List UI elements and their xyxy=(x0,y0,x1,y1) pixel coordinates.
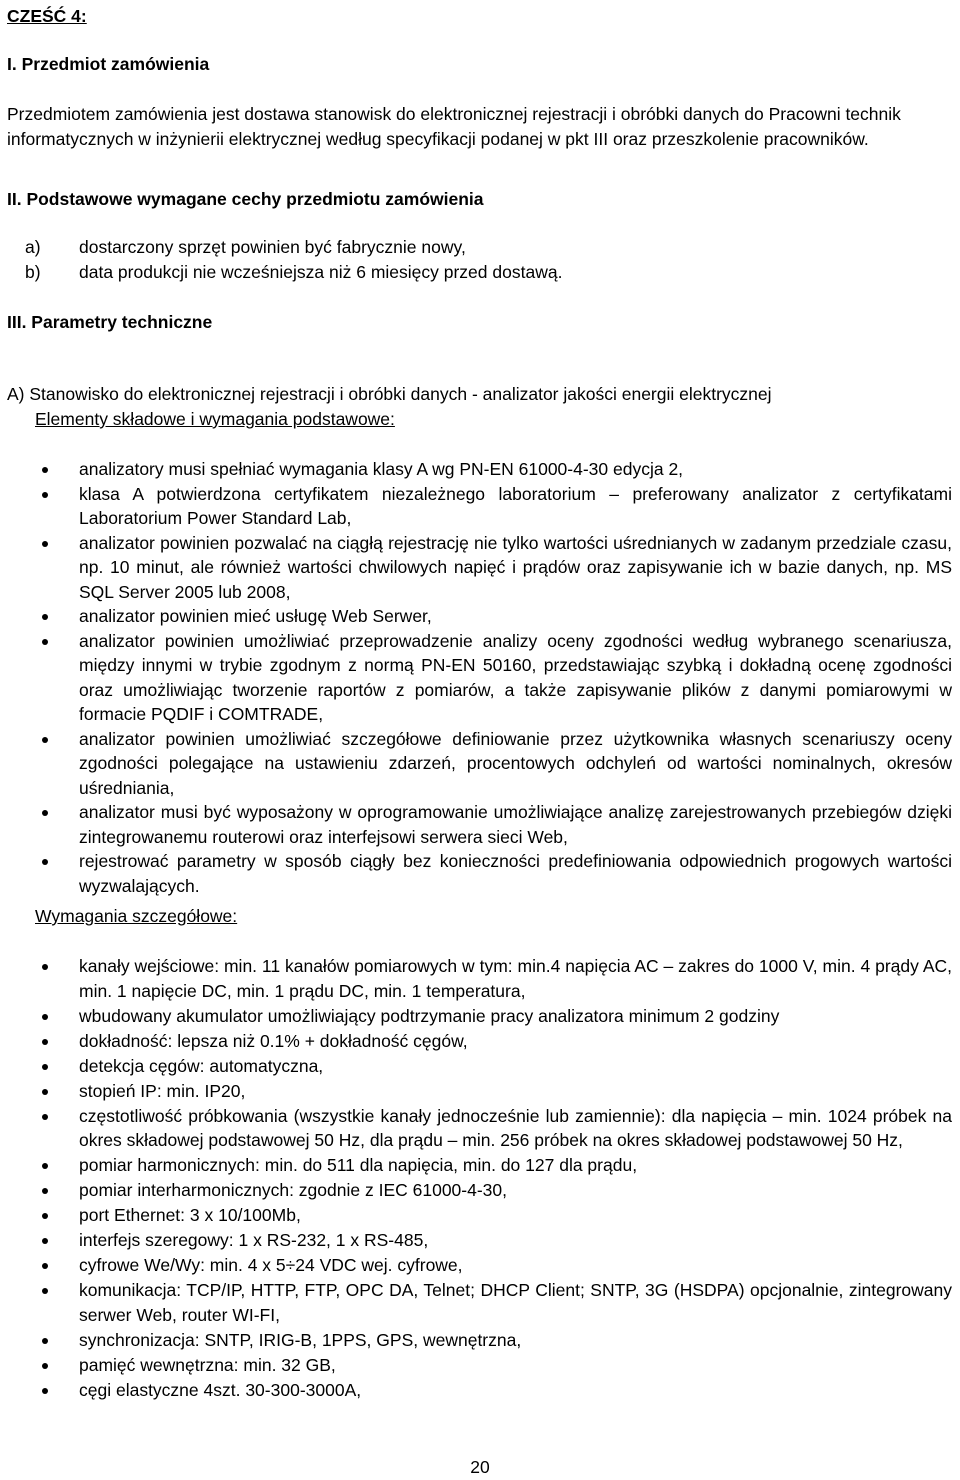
bullet-icon xyxy=(42,1188,48,1194)
detailed-requirements-heading: Wymagania szczegółowe: xyxy=(35,906,238,926)
list-item-text: synchronizacja: SNTP, IRIG-B, 1PPS, GPS, wewnętrzna, xyxy=(79,1329,522,1350)
list-item-text: analizatory musi spełniać wymagania klasy A wg PN-EN 61000-4-30 edycja 2, xyxy=(79,459,684,479)
bullet-icon xyxy=(42,810,48,816)
list-item-text: analizator musi być wyposażony w oprogramowanie umożliwiające analizę zarejestrowanych przebiegów dzięki zintegrowanemu routerowi oraz interfejsowi serwera sieci Web, xyxy=(79,802,952,847)
subsection-a-title: A) Stanowisko do elektronicznej rejestracji i obróbki danych - analizator jakości energii elektrycznej xyxy=(7,384,772,404)
bullet-icon xyxy=(42,1089,48,1095)
list-item-text: pomiar interharmonicznych: zgodnie z IEC 61000-4-30, xyxy=(79,1180,507,1200)
list-item xyxy=(7,1328,952,1353)
bullet-icon xyxy=(42,541,48,547)
list-item-text: częstotliwość próbkowania (wszystkie kanały jednocześnie lub zamiennie): dla napięcia – min. 1024 próbek na okres składowej podstawowej 50 Hz, dla prądu – min. 256 próbek na okres składowej podstawowej 50 Hz, xyxy=(79,1105,952,1150)
basic-requirements-heading: Elementy składowe i wymagania podstawowe: xyxy=(35,409,395,429)
list-item xyxy=(7,1353,952,1378)
basic-requirements-list xyxy=(7,457,952,898)
bullet-icon xyxy=(42,492,48,498)
list-item-text: kanały wejściowe: min. 11 kanałów pomiarowych w tym: min.4 napięcia AC – zakres do 1000 V, min. 4 prądy AC, min. 1 napięcie DC, min. 1 prądu DC, min. 1 temperatura, xyxy=(79,956,952,1001)
page-number: 20 xyxy=(470,1457,490,1477)
list-item xyxy=(7,457,952,482)
list-item xyxy=(7,1228,952,1253)
list-item-text: wbudowany akumulator umożliwiający podtrzymanie pracy analizatora minimum 2 godziny xyxy=(79,1005,780,1026)
list-item xyxy=(7,531,952,605)
section-1-paragraph: Przedmiotem zamówienia jest dostawa stanowisk do elektronicznej rejestracji i obróbki danych do Pracowni technik informatycznych w inżynierii elektrycznej według specyfikacji podanej w pkt III oraz przeszkolenie pracowników. xyxy=(7,104,901,149)
bullet-icon xyxy=(42,1039,48,1045)
list-item-text: komunikacja: TCP/IP, HTTP, FTP, OPC DA, Telnet; DHCP Client; SNTP, 3G (HSDPA) opcjonalnie, zintegrowany serwer Web, router WI-FI, xyxy=(79,1280,952,1325)
list-item-text: stopień IP: min. IP20, xyxy=(79,1080,246,1101)
list-item xyxy=(7,1104,952,1153)
bullet-icon xyxy=(42,1363,48,1369)
bullet-icon xyxy=(42,1064,48,1070)
list-item-text: cyfrowe We/Wy: min. 4 x 5÷24 VDC wej. cyfrowe, xyxy=(79,1255,463,1275)
bullet-icon xyxy=(42,1114,48,1120)
list-item xyxy=(7,1203,952,1228)
list-item xyxy=(7,629,952,727)
bullet-icon xyxy=(42,1388,48,1394)
list-item-text: klasa A potwierdzona certyfikatem niezależnego laboratorium – preferowany analizator z certyfikatami Laboratorium Power Standard Lab, xyxy=(79,483,952,528)
list-item-text: detekcja cęgów: automatyczna, xyxy=(79,1055,324,1076)
bullet-icon xyxy=(42,1338,48,1344)
list-item-text: interfejs szeregowy: 1 x RS-232, 1 x RS-485, xyxy=(79,1230,429,1250)
list-item xyxy=(7,1178,952,1203)
list-item xyxy=(7,1004,952,1029)
bullet-icon xyxy=(42,1163,48,1169)
bullet-icon xyxy=(42,467,48,473)
bullet-icon xyxy=(42,1238,48,1244)
list-item-text: data produkcji nie wcześniejsza niż 6 miesięcy przed dostawą. xyxy=(79,261,563,282)
list-item-text: port Ethernet: 3 x 10/100Mb, xyxy=(79,1205,301,1225)
list-item xyxy=(7,1079,952,1104)
list-item xyxy=(7,1378,952,1403)
list-item xyxy=(7,482,952,531)
bullet-icon xyxy=(42,614,48,620)
list-item-text: analizator powinien umożliwiać przeprowadzenie analizy oceny zgodności według wybranego scenariusza, między innymi w trybie zgodnym z normą PN-EN 50160, przedstawiając szybką i dokładną ocenę zgodności oraz umożliwiając tworzenie raportów z pomiarów, a także zapisywanie plików z danymi pomiarowymi w formacie PQDIF i COMTRADE, xyxy=(79,630,952,724)
bullet-icon xyxy=(42,639,48,645)
basic-features-list xyxy=(7,235,952,284)
list-item xyxy=(7,1153,952,1178)
bullet-icon xyxy=(42,964,48,970)
list-item xyxy=(7,604,952,629)
list-marker: a) xyxy=(25,237,41,257)
list-marker: b) xyxy=(25,261,41,282)
list-item xyxy=(7,235,952,260)
bullet-icon xyxy=(42,1014,48,1020)
list-item-text: analizator powinien pozwalać na ciągłą rejestrację nie tylko wartości uśrednianych w zadanym przedziale czasu, np. 10 minut, ale również wartości chwilowych napięć i prądów oraz zapisywanie ich w bazie danych, np. MS SQL Server 2005 lub 2008, xyxy=(79,532,952,602)
list-item-text: rejestrować parametry w sposób ciągły bez konieczności predefiniowania odpowiednich progowych wartości wyzwalających. xyxy=(79,851,952,896)
list-item-text: cęgi elastyczne 4szt. 30-300-3000A, xyxy=(79,1379,362,1400)
list-item xyxy=(7,1054,952,1079)
list-item xyxy=(7,1253,952,1278)
section-1-heading: I. Przedmiot zamówienia xyxy=(7,54,210,74)
bullet-icon xyxy=(42,1263,48,1269)
section-2-heading: II. Podstawowe wymagane cechy przedmiotu zamówienia xyxy=(7,189,484,209)
list-item-text: analizator powinien umożliwiać szczegółowe definiowanie przez użytkownika własnych scenariuszy oceny zgodności polegające na ustawieniu zdarzeń, procentowych odchyleń od wartości nominalnych, okresów uśredniania, xyxy=(79,728,952,798)
list-item xyxy=(7,954,952,1003)
list-item xyxy=(7,727,952,801)
list-item-text: dokładność: lepsza niż 0.1% + dokładność cęgów, xyxy=(79,1030,468,1051)
detailed-requirements-list xyxy=(7,954,952,1403)
bullet-icon xyxy=(42,1213,48,1219)
list-item xyxy=(7,1029,952,1054)
list-item xyxy=(7,849,952,898)
bullet-icon xyxy=(42,737,48,743)
bullet-icon xyxy=(42,859,48,865)
list-item xyxy=(7,800,952,849)
list-item-text: pomiar harmonicznych: min. do 511 dla napięcia, min. do 127 dla prądu, xyxy=(79,1155,638,1175)
list-item-text: pamięć wewnętrzna: min. 32 GB, xyxy=(79,1354,336,1375)
list-item xyxy=(7,1278,952,1327)
list-item-text: dostarczony sprzęt powinien być fabrycznie nowy, xyxy=(79,237,466,257)
bullet-icon xyxy=(42,1288,48,1294)
section-3-heading: III. Parametry techniczne xyxy=(7,312,213,332)
list-item-text: analizator powinien mieć usługę Web Serwer, xyxy=(79,606,432,626)
part-title: CZEŚĆ 4: xyxy=(7,6,87,26)
list-item xyxy=(7,260,952,285)
